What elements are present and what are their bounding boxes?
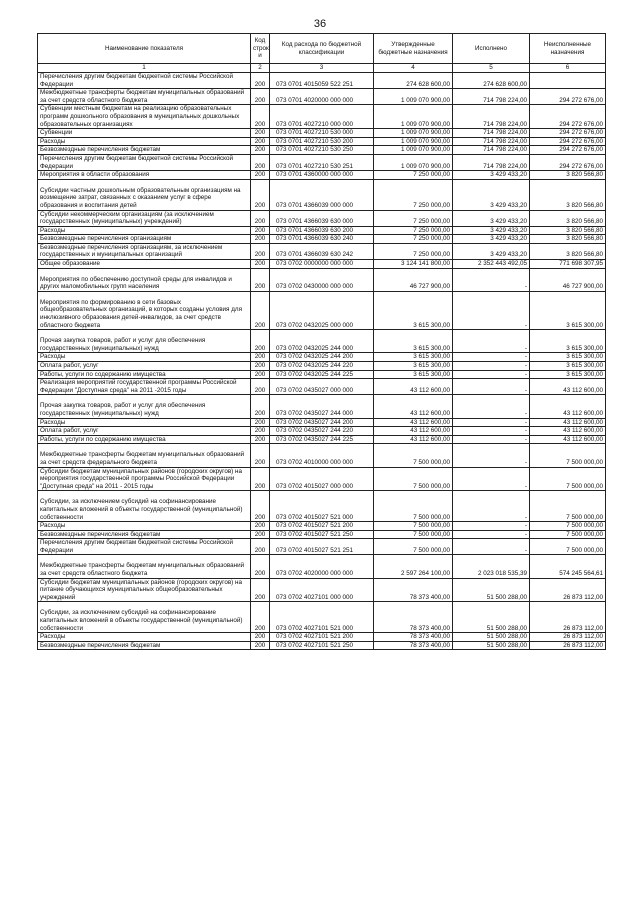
row-unexecuted: 7 500 000,00 [530,491,606,522]
row-approved: 3 615 300,00 [374,291,453,329]
row-approved: 7 250 000,00 [374,235,453,244]
table-row [38,467,606,491]
header-number: 1 [38,64,251,73]
row-code: 200 [251,602,270,633]
row-kbk: 073 0701 4366039 630 200 [270,226,374,235]
row-executed: - [453,418,530,427]
row-kbk: 073 0701 4015059 522 251 [270,73,374,89]
row-code: 200 [251,530,270,539]
row-executed: - [453,444,530,467]
row-kbk: 073 0701 4027210 530 200 [270,137,374,146]
row-kbk: 073 0702 0430000 000 000 [270,268,374,291]
row-approved: 46 727 900,00 [374,268,453,291]
table-row [38,602,606,633]
row-name: Безвозмездные перечисления организациям [38,235,251,244]
row-name: Субсидии бюджетам муниципальных районов (городских округов) на питание обучающихся муниципальных общеобразовательных учреждений [38,578,251,602]
row-unexecuted: 43 112 600,00 [530,427,606,436]
row-approved: 43 112 600,00 [374,418,453,427]
row-code: 200 [251,578,270,602]
row-name: Перечисления другим бюджетам бюджетной системы Российской Федерации [38,154,251,170]
row-name: Прочая закупка товаров, работ и услуг для обеспечения государственных (муниципальных) нужд [38,395,251,418]
row-unexecuted: 3 615 300,00 [530,291,606,329]
row-approved: 1 009 070 900,00 [374,105,453,129]
row-approved: 3 615 300,00 [374,353,453,362]
row-code: 200 [251,641,270,650]
row-approved: 7 500 000,00 [374,491,453,522]
row-approved: 7 500 000,00 [374,539,453,555]
table-row [38,179,606,210]
row-code: 200 [251,633,270,642]
header-unexecuted: Неисполненные назначения [530,34,606,64]
table-row [38,395,606,418]
header-number: 3 [270,64,374,73]
row-code: 200 [251,491,270,522]
row-unexecuted: 7 500 000,00 [530,539,606,555]
row-approved: 1 009 070 900,00 [374,146,453,155]
row-kbk: 073 0702 4027101 521 200 [270,633,374,642]
row-name: Оплата работ, услуг [38,427,251,436]
row-unexecuted: 3 615 300,00 [530,353,606,362]
row-name: Перечисления другим бюджетам бюджетной системы Российской Федерации [38,539,251,555]
row-code: 200 [251,146,270,155]
row-executed: 51 500 288,00 [453,578,530,602]
row-name: Расходы [38,633,251,642]
row-approved: 274 628 600,00 [374,73,453,89]
row-executed: 51 500 288,00 [453,602,530,633]
row-approved: 3 615 300,00 [374,370,453,379]
row-kbk: 073 0701 4027210 530 000 [270,129,374,138]
header-number: 2 [251,64,270,73]
row-kbk: 073 0702 4015027 521 000 [270,491,374,522]
row-approved: 3 615 300,00 [374,330,453,353]
row-name: Безвозмездные перечисления организациям, за исключением государственных и муниципальных организаций [38,243,251,259]
row-executed: - [453,427,530,436]
row-code: 200 [251,353,270,362]
header-executed: Исполнено [453,34,530,64]
row-name: Субвенции [38,129,251,138]
row-kbk: 073 0701 4366039 630 000 [270,210,374,226]
row-code: 200 [251,444,270,467]
row-executed: - [453,291,530,329]
row-unexecuted: 771 698 307,95 [530,260,606,269]
table-row [38,268,606,291]
row-executed: 714 798 224,00 [453,137,530,146]
row-code: 200 [251,129,270,138]
row-name: Безвозмездные перечисления бюджетам [38,530,251,539]
row-executed: - [453,370,530,379]
row-unexecuted: 3 615 300,00 [530,370,606,379]
row-executed: - [453,362,530,371]
header-code: Код строк и [251,34,270,64]
row-name: Общее образование [38,260,251,269]
row-kbk: 073 0702 0000000 000 000 [270,260,374,269]
row-name: Субвенции местным бюджетам на реализацию образовательных программ дошкольного образования в муниципальных дошкольных образовательных организациях [38,105,251,129]
table-row [38,291,606,329]
row-name: Мероприятия по обеспечению доступной среды для инвалидов и других маломобильных групп населения [38,268,251,291]
row-unexecuted: 294 272 676,00 [530,89,606,105]
row-kbk: 073 0702 4020000 000 000 [270,555,374,578]
row-kbk: 073 0702 0435027 244 000 [270,395,374,418]
row-code: 200 [251,291,270,329]
row-unexecuted: 3 820 566,80 [530,235,606,244]
row-kbk: 073 0702 0435027 244 200 [270,418,374,427]
row-kbk: 073 0702 4010000 000 000 [270,444,374,467]
row-unexecuted: 3 820 566,80 [530,171,606,180]
row-name: Расходы [38,522,251,531]
row-unexecuted: 7 500 000,00 [530,444,606,467]
row-executed: 714 798 224,00 [453,89,530,105]
row-approved: 2 597 264 100,00 [374,555,453,578]
row-executed: - [453,379,530,395]
row-name: Безвозмездные перечисления бюджетам [38,641,251,650]
row-code: 200 [251,73,270,89]
row-name: Работы, услуги по содержанию имущества [38,370,251,379]
table-row [38,353,606,362]
row-name: Мероприятия по формированию в сети базовых общеобразовательных организаций, в которых созданы условия для инклюзивного образования детей-инвалидов, за счет средств областного бюджета [38,291,251,329]
table-row [38,129,606,138]
row-unexecuted: 43 112 600,00 [530,418,606,427]
row-unexecuted: 3 615 300,00 [530,330,606,353]
row-executed: 274 628 600,00 [453,73,530,89]
row-kbk: 073 0702 4027101 521 000 [270,602,374,633]
row-name: Безвозмездные перечисления бюджетам [38,146,251,155]
row-executed: 3 429 433,20 [453,235,530,244]
table-row [38,578,606,602]
row-kbk: 073 0702 4027101 000 000 [270,578,374,602]
row-approved: 1 009 070 900,00 [374,154,453,170]
table-row [38,146,606,155]
row-name: Расходы [38,353,251,362]
row-unexecuted: 7 500 000,00 [530,530,606,539]
table-header [38,34,606,73]
table-row [38,370,606,379]
row-kbk: 073 0702 0435027 244 220 [270,427,374,436]
row-executed: - [453,395,530,418]
header-number: 4 [374,64,453,73]
row-unexecuted: 43 112 600,00 [530,395,606,418]
row-kbk: 073 0702 4015027 521 200 [270,522,374,531]
row-executed: 714 798 224,00 [453,129,530,138]
row-executed: - [453,467,530,491]
row-executed: 714 798 224,00 [453,146,530,155]
row-code: 200 [251,235,270,244]
row-executed: - [453,530,530,539]
row-code: 200 [251,154,270,170]
row-approved: 43 112 600,00 [374,395,453,418]
row-unexecuted: 26 873 112,00 [530,602,606,633]
row-name: Прочая закупка товаров, работ и услуг для обеспечения государственных (муниципальных) нужд [38,330,251,353]
row-name: Расходы [38,137,251,146]
row-unexecuted [530,73,606,89]
row-executed: - [453,330,530,353]
budget-execution-table [37,33,606,650]
row-kbk: 073 0702 4015027 521 250 [270,530,374,539]
row-name: Субсидии, за исключением субсидий на софинансирование капитальных вложений в объекты государственной (муниципальной) собственности [38,602,251,633]
row-approved: 78 373 400,00 [374,641,453,650]
table-row [38,435,606,444]
row-code: 200 [251,226,270,235]
row-kbk: 073 0702 0432025 244 200 [270,353,374,362]
table-row [38,444,606,467]
row-kbk: 073 0701 4360000 000 000 [270,171,374,180]
table-row [38,491,606,522]
row-kbk: 073 0701 4366039 630 242 [270,243,374,259]
row-approved: 7 250 000,00 [374,179,453,210]
row-name: Межбюджетные трансферты бюджетам муниципальных образований за счет средств областного бюджета [38,89,251,105]
row-code: 200 [251,435,270,444]
header-name: Наименование показателя [38,34,251,64]
row-approved: 7 250 000,00 [374,243,453,259]
row-approved: 78 373 400,00 [374,602,453,633]
row-approved: 78 373 400,00 [374,633,453,642]
table-row [38,641,606,650]
row-kbk: 073 0702 0432025 244 220 [270,362,374,371]
table-row [38,633,606,642]
row-kbk: 073 0702 0432025 244 225 [270,370,374,379]
table-row [38,105,606,129]
row-kbk: 073 0702 0435027 000 000 [270,379,374,395]
row-code: 200 [251,467,270,491]
table-row [38,427,606,436]
row-kbk: 073 0701 4366039 000 000 [270,179,374,210]
table-row [38,89,606,105]
row-code: 200 [251,260,270,269]
row-kbk: 073 0701 4027210 530 250 [270,146,374,155]
row-executed: - [453,353,530,362]
row-unexecuted: 294 272 676,00 [530,129,606,138]
row-kbk: 073 0701 4027210 530 251 [270,154,374,170]
row-code: 200 [251,370,270,379]
row-approved: 78 373 400,00 [374,578,453,602]
row-unexecuted: 43 112 600,00 [530,435,606,444]
row-name: Субсидии бюджетам муниципальных районов (городских округов) на мероприятия государственной программы Российской Федерации "Доступная среда" на 2011 - 2015 годы [38,467,251,491]
row-approved: 7 250 000,00 [374,210,453,226]
table-row [38,235,606,244]
row-kbk: 073 0701 4020000 000 000 [270,89,374,105]
table-row [38,260,606,269]
row-approved: 7 250 000,00 [374,171,453,180]
row-executed: - [453,522,530,531]
row-kbk: 073 0701 4027210 000 000 [270,105,374,129]
row-code: 200 [251,243,270,259]
table-row [38,379,606,395]
row-approved: 3 615 300,00 [374,362,453,371]
row-code: 200 [251,395,270,418]
row-code: 200 [251,418,270,427]
header-approved: Утвержденные бюджетные назначения [374,34,453,64]
row-code: 200 [251,539,270,555]
row-code: 200 [251,210,270,226]
row-kbk: 073 0702 4015027 000 000 [270,467,374,491]
row-code: 200 [251,379,270,395]
row-executed: 3 429 433,20 [453,210,530,226]
row-unexecuted: 26 873 112,00 [530,633,606,642]
table-row [38,243,606,259]
row-executed: 3 429 433,20 [453,226,530,235]
row-executed: 51 500 288,00 [453,633,530,642]
row-unexecuted: 26 873 112,00 [530,641,606,650]
page-number: 36 [313,18,327,30]
row-name: Мероприятия в области образования [38,171,251,180]
table-row [38,330,606,353]
header-number: 5 [453,64,530,73]
row-approved: 7 250 000,00 [374,226,453,235]
table-row [38,555,606,578]
header-number: 6 [530,64,606,73]
row-code: 200 [251,268,270,291]
row-code: 200 [251,362,270,371]
row-unexecuted: 294 272 676,00 [530,146,606,155]
row-name: Субсидии, за исключением субсидий на софинансирование капитальных вложений в объекты государственной (муниципальной) собственности [38,491,251,522]
row-unexecuted: 294 272 676,00 [530,105,606,129]
row-approved: 43 112 600,00 [374,435,453,444]
row-name: Работы, услуги по содержанию имущества [38,435,251,444]
row-code: 200 [251,522,270,531]
header-kbk: Код расхода по бюджетной классификации [270,34,374,64]
row-code: 200 [251,330,270,353]
row-name: Межбюджетные трансферты бюджетам муниципальных образований за счет средств федерального бюджета [38,444,251,467]
row-executed: - [453,268,530,291]
table-row [38,362,606,371]
table-row [38,530,606,539]
row-kbk: 073 0702 4027101 521 250 [270,641,374,650]
row-name: Межбюджетные трансферты бюджетам муниципальных образований за счет средств областного бюджета [38,555,251,578]
row-name: Субсидии некоммерческим организациям (за исключением государственных (муниципальных) учреждений) [38,210,251,226]
row-name: Реализация мероприятий государственной программы Российской Федерации "Доступная среда" на 2011 -2015 годы [38,379,251,395]
row-executed: 714 798 224,00 [453,154,530,170]
row-kbk: 073 0701 4366039 630 240 [270,235,374,244]
row-name: Расходы [38,226,251,235]
row-approved: 7 500 000,00 [374,444,453,467]
table-row [38,154,606,170]
row-code: 200 [251,89,270,105]
row-unexecuted: 7 500 000,00 [530,467,606,491]
row-unexecuted: 46 727 900,00 [530,268,606,291]
row-executed: 3 429 433,20 [453,243,530,259]
row-approved: 7 500 000,00 [374,522,453,531]
row-approved: 7 500 000,00 [374,467,453,491]
row-unexecuted: 7 500 000,00 [530,522,606,531]
row-executed: 2 352 443 492,05 [453,260,530,269]
row-unexecuted: 294 272 676,00 [530,137,606,146]
row-unexecuted: 43 112 600,00 [530,379,606,395]
row-approved: 1 009 070 900,00 [374,129,453,138]
table-row [38,171,606,180]
row-unexecuted: 574 245 564,61 [530,555,606,578]
table-row [38,226,606,235]
row-code: 200 [251,427,270,436]
row-code: 200 [251,137,270,146]
row-unexecuted: 26 873 112,00 [530,578,606,602]
row-executed: - [453,491,530,522]
row-code: 200 [251,555,270,578]
row-code: 200 [251,171,270,180]
row-name: Оплата работ, услуг [38,362,251,371]
row-executed: - [453,539,530,555]
row-unexecuted: 3 615 300,00 [530,362,606,371]
table-row [38,210,606,226]
row-name: Перечисления другим бюджетам бюджетной системы Российской Федерации [38,73,251,89]
row-kbk: 073 0702 0432025 244 000 [270,330,374,353]
row-approved: 43 112 600,00 [374,427,453,436]
table-row [38,418,606,427]
row-unexecuted: 3 820 566,80 [530,179,606,210]
row-executed: 3 429 433,20 [453,171,530,180]
row-name: Расходы [38,418,251,427]
row-kbk: 073 0702 0435027 244 225 [270,435,374,444]
row-approved: 43 112 600,00 [374,379,453,395]
table-row [38,522,606,531]
row-executed: 3 429 433,20 [453,179,530,210]
row-name: Субсидии частным дошкольным образовательным организациям на возмещение затрат, связанных с оказанием услуг в сфере образования и воспитания детей [38,179,251,210]
row-executed: 2 023 018 535,39 [453,555,530,578]
row-kbk: 073 0702 0432025 000 000 [270,291,374,329]
row-approved: 1 009 070 900,00 [374,89,453,105]
row-executed: - [453,435,530,444]
table-body [38,73,606,650]
row-kbk: 073 0702 4015027 521 251 [270,539,374,555]
row-unexecuted: 294 272 676,00 [530,154,606,170]
row-unexecuted: 3 820 566,80 [530,243,606,259]
table-row [38,73,606,89]
table-row [38,539,606,555]
row-code: 200 [251,105,270,129]
row-code: 200 [251,179,270,210]
row-unexecuted: 3 820 566,80 [530,210,606,226]
row-unexecuted: 3 820 566,80 [530,226,606,235]
row-approved: 1 009 070 900,00 [374,137,453,146]
row-executed: 51 500 288,00 [453,641,530,650]
row-approved: 7 500 000,00 [374,530,453,539]
row-approved: 3 124 141 800,00 [374,260,453,269]
row-executed: 714 798 224,00 [453,105,530,129]
table-row [38,137,606,146]
